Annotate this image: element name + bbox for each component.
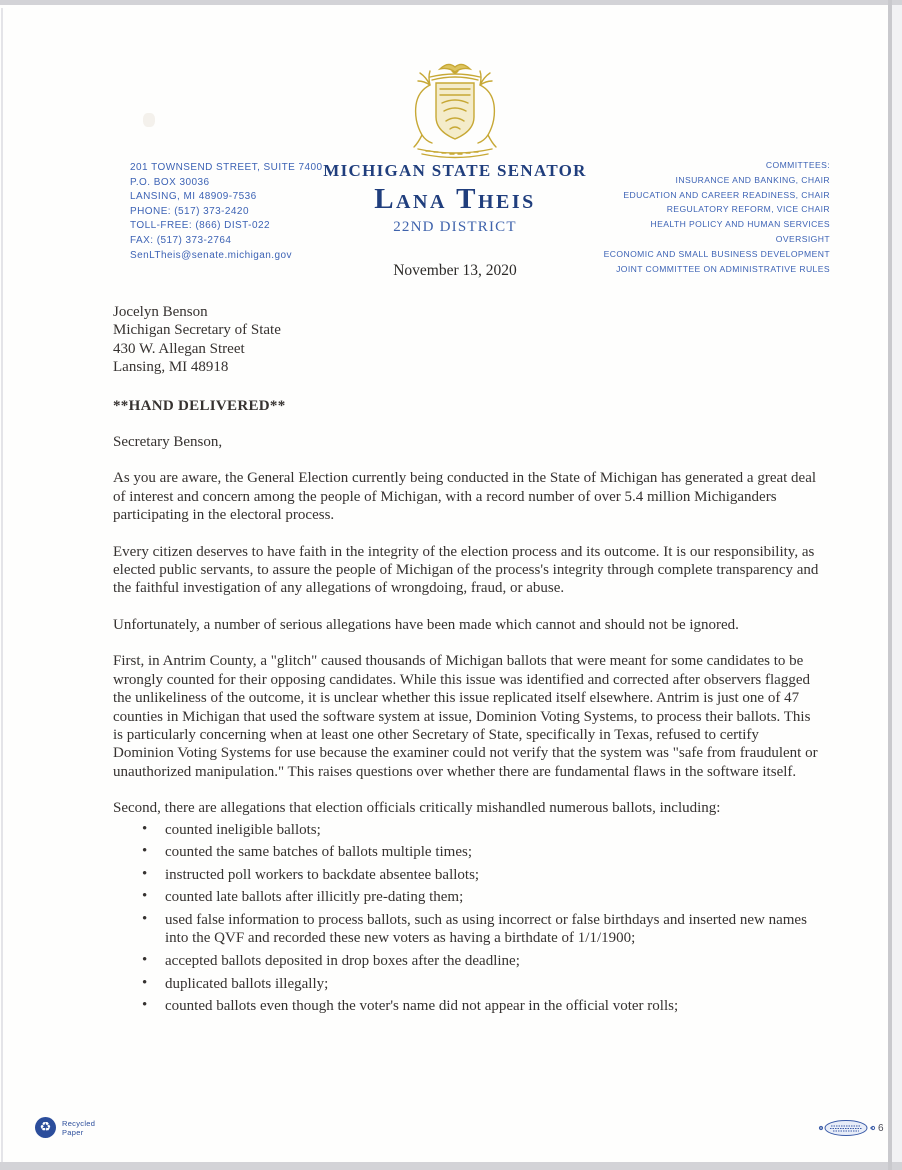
scan-edge-top bbox=[0, 0, 902, 5]
paragraph: Every citizen deserves to have faith in the integrity of the election process and its outcome. It is our responsibility, as elected public servants, to assure the people of Michigan of the process's integrity through complete transparency and the faithful investigation of any allegations of wrongdoing, fraud, or abuse. bbox=[113, 543, 819, 597]
contact-line-address: 201 TOWNSEND STREET, SUITE 7400 bbox=[130, 162, 323, 173]
committee-line: ECONOMIC AND SMALL BUSINESS DEVELOPMENT bbox=[603, 248, 830, 259]
recycled-label-line2: Paper bbox=[62, 1127, 84, 1137]
bullet-icon: • bbox=[142, 820, 148, 837]
list-item-text: counted ballots even though the voter's name did not appear in the official voter rolls; bbox=[165, 998, 679, 1015]
recycled-paper-mark bbox=[35, 1117, 95, 1138]
scan-smudge bbox=[143, 113, 155, 127]
michigan-coat-of-arms-icon bbox=[396, 55, 514, 163]
bullet-icon: • bbox=[142, 997, 148, 1014]
bullet-icon: • bbox=[142, 951, 148, 968]
recipient-block bbox=[113, 303, 822, 377]
list-item bbox=[113, 821, 822, 839]
list-item bbox=[113, 888, 822, 906]
list-item-text: counted ineligible ballots; bbox=[165, 821, 321, 838]
list-item-text: used false information to process ballots, such as using incorrect or false birthdays and inserted new names into the QVF and recorded these new voters as having a birthdate of 1/1/1900; bbox=[165, 911, 807, 947]
committee-line: REGULATORY REFORM, VICE CHAIR bbox=[666, 204, 830, 215]
list-item bbox=[113, 843, 822, 861]
senator-name: Lana Theis bbox=[374, 183, 536, 215]
recipient-city: Lansing, MI 48918 bbox=[113, 359, 229, 376]
committee-line: EDUCATION AND CAREER READINESS, CHAIR bbox=[623, 189, 830, 200]
recipient-title: Michigan Secretary of State bbox=[113, 322, 281, 339]
salutation: Secretary Benson, bbox=[113, 434, 223, 451]
delivery-note: **HAND DELIVERED** bbox=[113, 397, 286, 414]
recycled-label-line1: Recycled bbox=[62, 1118, 96, 1128]
bullet-icon: • bbox=[142, 888, 148, 905]
recipient-street: 430 W. Allegan Street bbox=[113, 340, 245, 357]
district-label: 22ND DISTRICT bbox=[393, 219, 517, 235]
committees-block bbox=[500, 158, 830, 276]
union-bug-icon bbox=[818, 1118, 876, 1138]
paragraph: As you are aware, the General Election currently being conducted in the State of Michigan has generated a great deal of interest and concern among the people of Michigan, with a record number of over 5.4 million Michiganders participating in the electoral process. bbox=[113, 470, 817, 524]
list-item bbox=[113, 997, 822, 1015]
paragraph: First, in Antrim County, a "glitch" caused thousands of Michigan ballots that were meant for some candidates to be wrongly counted for their opposing candidates. While this issue was identified and corrected after observers flagged the unlikeliness of the outcome, it is unclear whether this issue replicated itself elsewhere. Antrim is just one of 47 counties in Michigan that used the software system at issue, Dominion Voting Systems, to process their ballots. This is particularly concerning when at least one other Secretary of State, specifically in Texas, refused to certify Dominion Voting Systems for use because the examiner could not verify that the system was "safe from fraudulent or unauthorized manipulation." This raises questions over whether there are fundamental flaws in the software itself. bbox=[113, 653, 818, 780]
committee-line: JOINT COMMITTEE ON ADMINISTRATIVE RULES bbox=[616, 263, 830, 274]
bullet-icon: • bbox=[142, 974, 148, 991]
list-item-text: accepted ballots deposited in drop boxes after the deadline; bbox=[165, 952, 520, 969]
contact-line-email: SenLTheis@senate.michigan.gov bbox=[130, 249, 292, 261]
committees-heading: COMMITTEES: bbox=[765, 160, 830, 170]
list-item bbox=[113, 911, 822, 948]
list-item-text: duplicated ballots illegally; bbox=[165, 975, 329, 992]
committee-line: INSURANCE AND BANKING, CHAIR bbox=[675, 174, 830, 185]
office-title: MICHIGAN STATE SENATOR bbox=[323, 161, 587, 180]
contact-line-phone: PHONE: (517) 373-2420 bbox=[130, 205, 249, 217]
contact-line-city: LANSING, MI 48909-7536 bbox=[130, 191, 257, 203]
recycle-icon: ♻ bbox=[35, 1117, 56, 1138]
committee-line: HEALTH POLICY AND HUMAN SERVICES bbox=[650, 219, 830, 230]
recycled-paper-label bbox=[62, 1119, 95, 1137]
scan-edge-right-pad bbox=[892, 0, 902, 1170]
list-item bbox=[113, 975, 822, 993]
list-item-text: instructed poll workers to backdate absentee ballots; bbox=[165, 866, 480, 883]
scan-edge-right bbox=[888, 0, 892, 1170]
committee-line: OVERSIGHT bbox=[775, 233, 830, 244]
letter-date: November 13, 2020 bbox=[393, 262, 517, 279]
list-item-text: counted the same batches of ballots multiple times; bbox=[165, 844, 473, 861]
paragraph: Unfortunately, a number of serious allegations have been made which cannot and should not be ignored. bbox=[113, 616, 739, 633]
paragraph: Second, there are allegations that election officials critically mishandled numerous ballots, including: bbox=[113, 800, 721, 817]
recipient-name: Jocelyn Benson bbox=[113, 304, 208, 320]
bullet-icon: • bbox=[142, 865, 148, 882]
union-bug-number: 6 bbox=[878, 1122, 884, 1134]
list-item-text: counted late ballots after illicitly pre-dating them; bbox=[165, 889, 464, 906]
list-item bbox=[113, 952, 822, 970]
contact-line-pobox: P.O. BOX 30036 bbox=[130, 176, 210, 188]
scan-edge-bottom bbox=[0, 1162, 902, 1170]
scan-edge-left bbox=[1, 8, 3, 1162]
bullet-icon: • bbox=[142, 910, 148, 927]
letter-body bbox=[113, 303, 822, 1020]
contact-line-tollfree: TOLL-FREE: (866) DIST-022 bbox=[130, 220, 270, 232]
allegations-list bbox=[113, 821, 822, 1016]
contact-line-fax: FAX: (517) 373-2764 bbox=[130, 234, 232, 246]
bullet-icon: • bbox=[142, 843, 148, 860]
union-printer-mark bbox=[818, 1118, 884, 1138]
list-item bbox=[113, 866, 822, 884]
